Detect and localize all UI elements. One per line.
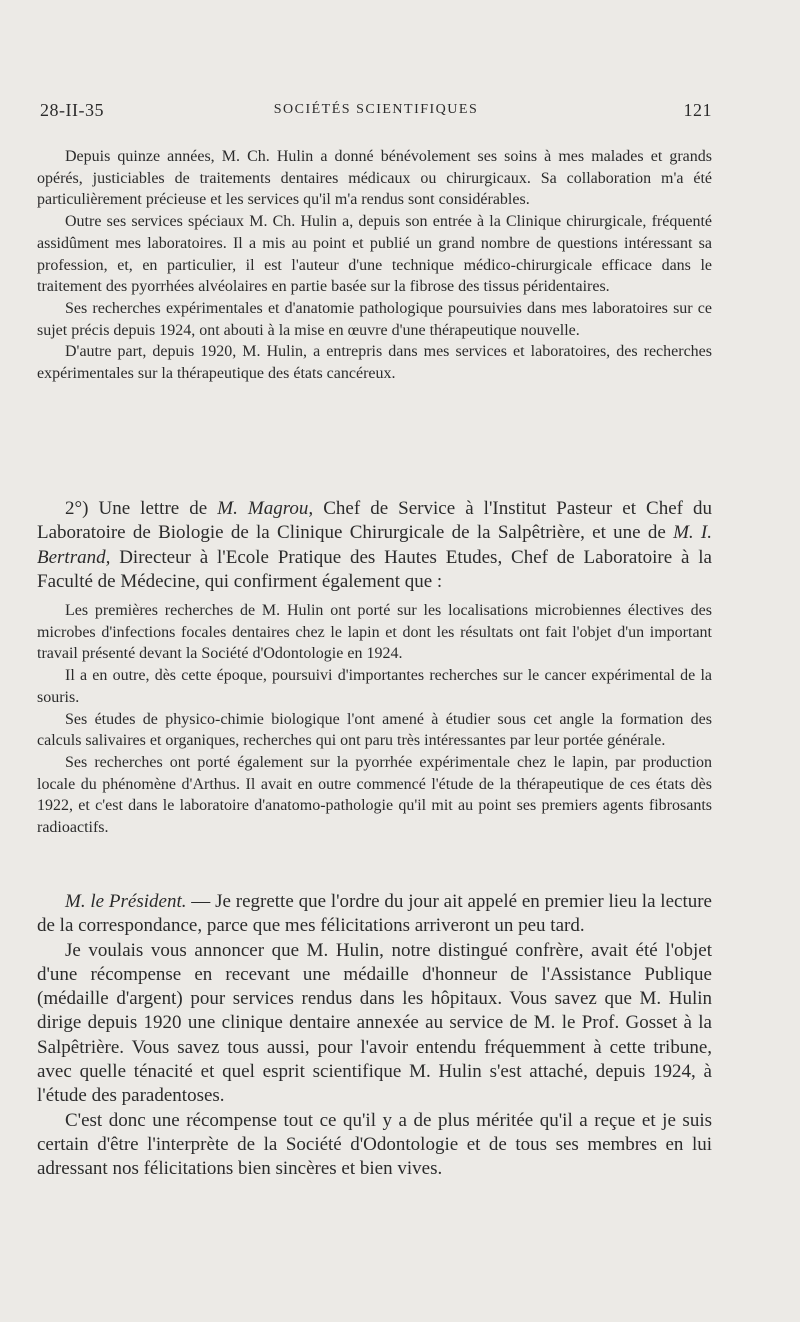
person-name-magrou: M. Magrou,	[217, 498, 314, 519]
section-hulin-services	[37, 146, 712, 488]
paragraph: D'autre part, depuis 1920, M. Hulin, a entrepris dans mes services et laboratoires, des recherches expérimentales sur la thérapeutique des états cancéreux.	[37, 343, 712, 383]
paragraph	[37, 890, 712, 939]
paragraph: C'est donc une récompense tout ce qu'il y a de plus méritée qu'il a reçue et je suis certain d'être l'interprète de la Société d'Odontologie et de tous ses membres en lui adressant nos félicitations bien sincères et bien vives.	[37, 1109, 712, 1180]
paragraph: Je voulais vous annoncer que M. Hulin, notre distingué confrère, avait été l'objet d'une récompense en recevant une médaille d'honneur de l'Assistance Publique (médaille d'argent) pour services rendus dans les hôpitaux. Vous savez que M. Hulin dirige depuis 1920 une clinique dentaire annexée au service de M. le Prof. Gosset à la Salpêtrière. Vous savez tous aussi, pour l'avoir entendu fréquemment à cette tribune, avec quelle ténacité et quel esprit scientifique M. Hulin s'est attaché, depuis 1924, à l'étude des paradentoses.	[37, 939, 712, 1107]
page-body	[37, 146, 712, 1230]
paragraph	[37, 497, 712, 594]
paragraph: Il a en outre, dès cette époque, poursuivi d'importantes recherches sur le cancer expérimental de la souris.	[37, 667, 712, 706]
section-letters	[37, 497, 712, 594]
header-date: 28-II-35	[40, 100, 104, 120]
running-title: SOCIÉTÉS SCIENTIFIQUES	[273, 102, 479, 117]
paragraph: Ses recherches expérimentales et d'anatomie pathologique poursuivies dans mes laboratoires sur ce sujet précis depuis 1924, ont abouti à la mise en œuvre d'une thérapeutique nouvelle.	[37, 299, 712, 339]
paragraph: Depuis quinze années, M. Ch. Hulin a donné bénévolement ses soins à mes malades et grands opérés, justiciables de traitements dentaires médicaux ou chirurgicaux. Sa collaboration m'a été particulièrement précieuse et les services qu'il m'a rendus sont considérables.	[37, 148, 712, 209]
section-quoted-letter	[37, 600, 712, 881]
paragraph: Outre ses services spéciaux M. Ch. Hulin a, depuis son entrée à la Clinique chirurgicale, fréquenté assidûment mes laboratoires. Il a mis au point et publié un grand nombre de questions intéressant sa profession, et, en particulier, il est l'auteur d'une technique médico-chirurgicale efficace dans le traitement des pyorrhées alvéolaires en partie basée sur la fibrose des tissus péridentaires.	[37, 213, 712, 296]
item-number: 2°) Une lettre de	[65, 498, 218, 519]
paragraph: Les premières recherches de M. Hulin ont porté sur les localisations microbiennes électives des microbes d'infections focales dentaires chez le lapin et dont les résultats ont fait l'objet d'un important travail présenté devant la Société d'Odontologie en 1924.	[37, 602, 712, 663]
section-president-remarks	[37, 890, 712, 1230]
running-header	[40, 100, 712, 126]
text-span: Chef de Service à l'Institut Pasteur et Chef du Laboratoire de Biologie de la Clinique Chirurgicale de la Salpêtrière, et une de	[37, 498, 712, 544]
page-number: 121	[683, 100, 712, 120]
text-span: — Je regrette que l'ordre du jour ait appelé en premier lieu la lecture de la correspondance, parce que mes félicitations arriveront un peu tard.	[37, 891, 712, 937]
paragraph: Ses études de physico-chimie biologique l'ont amené à étudier sous cet angle la formation des calculs salivaires et organiques, recherches qui ont paru très intéressantes par leur portée générale.	[37, 710, 712, 750]
speaker-name: M. le Président.	[65, 891, 187, 912]
paragraph: Ses recherches ont porté également sur la pyorrhée expérimentale chez le lapin, par production locale du phénomène d'Arthus. Il avait en outre commencé l'étude de la thérapeutique de ces états dès 1922, et c'est dans le laboratoire d'anatomo-pathologie qu'il mit au point ses premiers agents fibrosants radioactifs.	[37, 753, 712, 837]
text-span: Directeur à l'Ecole Pratique des Hautes Etudes, Chef de Laboratoire à la Faculté de Médecine, qui confirment également que :	[37, 546, 712, 592]
person-name-bertrand: M. I. Bertrand,	[37, 522, 712, 568]
